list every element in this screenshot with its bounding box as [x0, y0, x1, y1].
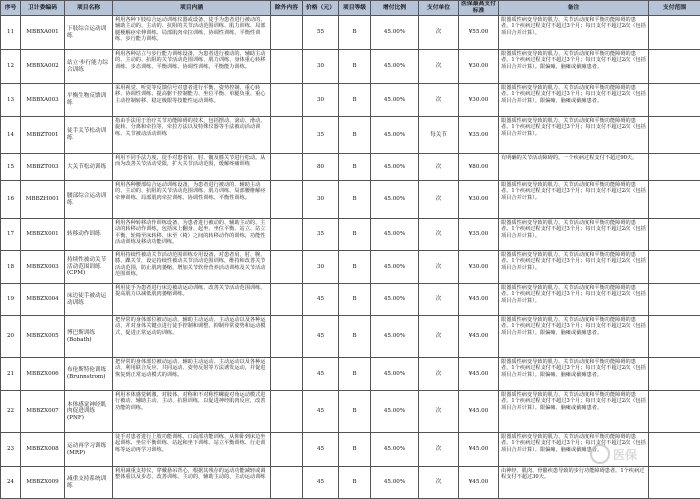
cell-no: 21 [1, 358, 21, 391]
cell-grade: B [339, 154, 371, 181]
cell-scope [649, 50, 700, 84]
cell-grade: B [339, 284, 371, 316]
cell-max-payment: ¥30.00 [459, 251, 499, 284]
cell-exclusion [271, 50, 303, 84]
cell-unit: 次 [419, 391, 459, 433]
cell-content: 利用持续性被动关节活动范围训练专用设备，对患者肩、肘、腕、膝、踝关节，设定持续性被动关节活动范围训练，维持和改善关节活动范围，防止肌肉萎缩，增加关节软骨营养活动训练及关节活动范围训练。 [113, 251, 271, 284]
cell-max-payment: ¥35.00 [459, 117, 499, 154]
cell-content: 把异常的身体部位被动运动、辅助主动运动、主动运动以及各种运动，利用联合反应、共同运动、姿势反射等方法诱发运动，并促进恢复到正常运动模式的训练。 [113, 358, 271, 391]
cell-name: 博巴斯训练(Bobath) [65, 316, 113, 358]
table-row [1, 467, 700, 499]
cell-name: 平衡生物反馈训练 [65, 84, 113, 117]
cell-ratio: 45.00% [371, 84, 419, 117]
cell-price: 45 [303, 358, 339, 391]
table-row [1, 316, 700, 358]
cell-ratio: 45.00% [371, 358, 419, 391]
cell-scope [649, 117, 700, 154]
cell-grade: B [339, 433, 371, 467]
cell-price: 45 [303, 433, 339, 467]
cell-scope [649, 358, 700, 391]
cell-max-payment: ¥45.00 [459, 433, 499, 467]
cell-price: 80 [303, 154, 339, 181]
cell-grade: B [339, 391, 371, 433]
table-row [1, 16, 700, 50]
cell-max-payment: ¥80.00 [459, 154, 499, 181]
cell-ratio: 45.00% [371, 284, 419, 316]
cell-name: 减重支持系统训练 [65, 467, 113, 499]
cell-remarks: 限器质性病变导致的肌力、关节活动度和平衡功能障碍的患者。1个疾病过程支付不超过3个月；每日支付不超过2次（包括项目合并计算）。 [499, 284, 649, 316]
cell-price: 45 [303, 391, 339, 433]
cell-code: MBBZX006 [21, 358, 65, 391]
header-exclusion: 除外内容 [271, 1, 303, 16]
cell-content: 采用视觉、听觉等反馈信号对患者进行平衡、姿势控制、重心转移、协调性训练，提高躯干控制能力、坐位平衡、单腿负重、重心主动控制转移、稳定极限等技能性运动训练。 [113, 84, 271, 117]
cell-scope [649, 181, 700, 219]
table-row [1, 50, 700, 84]
cell-content: 利用各种腰部综合运动训练设备，为患者进行被动的、辅助主动的、主动的、抗阻的关节活动范围训练、肌力训练、局部腰椎解痉牵伸训练、局部肌肉牵拉训练、协调性训练、平衡性训练。 [113, 181, 271, 219]
cell-name: 本体感觉神经肌肉促进训练(PNF) [65, 391, 113, 433]
cell-name: 转移动作训练 [65, 219, 113, 251]
cell-ratio: 45.00% [371, 117, 419, 154]
cell-grade: B [339, 316, 371, 358]
cell-code: MBBZX009 [21, 467, 65, 499]
table-row [1, 84, 700, 117]
cell-price: 45 [303, 284, 339, 316]
cell-content: 把异常的身体部位被动运动、辅助主动运动、主动运动以及各种运动，并对身体关键点进行徒手控制和调整，抑制异常姿势和运动模式，促进正常运动的训练。 [113, 316, 271, 358]
cell-remarks: 由神经、肌肉、骨骼疾患导致的步行功能障碍患者。1个疾病过程支付不超过30天。 [499, 467, 649, 499]
cell-grade: B [339, 50, 371, 84]
cell-remarks: 限器质性病变导致的肌力、关节活动度和平衡功能障碍的患者。1个疾病过程支付不超过3个月；每日支付不超过2次（包括项目合并计算）。 [499, 181, 649, 219]
cell-grade: B [339, 84, 371, 117]
cell-max-payment: ¥30.00 [459, 181, 499, 219]
cell-name: 运动再学习训练(MRP) [65, 433, 113, 467]
cell-name: 徒手关节松动训练 [65, 117, 113, 154]
cell-exclusion [271, 16, 303, 50]
cell-ratio: 45.00% [371, 219, 419, 251]
watermark-logo [590, 440, 694, 468]
cell-code: MBBZX001 [21, 219, 65, 251]
cell-grade: B [339, 117, 371, 154]
cell-code: MBBZX008 [21, 433, 65, 467]
cell-max-payment: ¥45.00 [459, 284, 499, 316]
cell-code: MBBZT003 [21, 154, 65, 181]
cell-name: 床边徒手被动运动训练 [65, 284, 113, 316]
cell-name: 持续性被动关节活动范围训练(CPM) [65, 251, 113, 284]
cell-exclusion [271, 467, 303, 499]
cell-grade: B [339, 219, 371, 251]
cell-ratio: 45.00% [371, 181, 419, 219]
cell-no: 12 [1, 50, 21, 84]
cell-name: 站立·步行能力综合训练 [65, 50, 113, 84]
cell-grade: B [339, 181, 371, 219]
cell-exclusion [271, 84, 303, 117]
table-row [1, 251, 700, 284]
cell-max-payment: ¥45.00 [459, 316, 499, 358]
cell-code: MBBXA001 [21, 16, 65, 50]
cell-no: 11 [1, 16, 21, 50]
table-row [1, 154, 700, 181]
cell-name: 下肢综合运动训练 [65, 16, 113, 50]
cell-unit: 次 [419, 284, 459, 316]
cell-code: MBBZT001 [21, 117, 65, 154]
cell-scope [649, 84, 700, 117]
cell-price: 30 [303, 251, 339, 284]
cell-content: 利用徒手为患者进行床边被动运动训练，改善关节活动范围训练，提高肌力以减低肌肉萎缩训练。 [113, 284, 271, 316]
cell-exclusion [271, 117, 303, 154]
cell-unit: 次 [419, 316, 459, 358]
header-max-payment: 医保最高支付标准 [459, 1, 499, 16]
cell-max-payment: ¥55.00 [459, 16, 499, 50]
cell-ratio: 45.00% [371, 391, 419, 433]
table-header-row [1, 1, 700, 16]
cell-remarks: 限器质性病变导致的肌力、关节活动度和平衡功能障碍的患者。1个疾病过程支付不超过3个月；每日支付不超过2次（包括项目合并计算）。 [499, 219, 649, 251]
cell-remarks: 限器质性病变导致的肌力、关节活动度和平衡功能障碍的患者。1个疾病过程支付不超过3个月；每日支付不超过2次（包括项目合并计算）。限偏瘫、脑瘫或截瘫患者。 [499, 358, 649, 391]
cell-remarks: 限器质性病变导致的肌力、关节活动度和平衡功能障碍的患者。1个疾病过程支付不超过3个月；每日支付不超过2次（包括项目合并计算）。限偏瘫、脑瘫或截瘫患者。 [499, 433, 649, 467]
table-row [1, 284, 700, 316]
cell-content: 利用各种下肢综合运动训练仪器或设备，徒手为患者进行被动的、辅助主动的、主动的、抗阻的关节活动范围训练、肌力训练、局部腿梗解痉牵伸训练、局部肌肉牵拉训练、协调性训练、平衡性训练、步行能力训练。 [113, 16, 271, 50]
table-row [1, 117, 700, 154]
cell-code: MBBZH001 [21, 181, 65, 219]
cell-scope [649, 316, 700, 358]
cell-max-payment: ¥45.00 [459, 358, 499, 391]
cell-unit: 次 [419, 16, 459, 50]
cell-unit: 次 [419, 433, 459, 467]
cell-ratio: 45.00% [371, 251, 419, 284]
cell-name: 大关节松动训练 [65, 154, 113, 181]
cell-unit: 每关节 [419, 117, 459, 154]
cell-exclusion [271, 433, 303, 467]
table-row [1, 391, 700, 433]
cell-unit: 次 [419, 154, 459, 181]
cell-price: 30 [303, 181, 339, 219]
cell-exclusion [271, 284, 303, 316]
header-remarks: 备注 [499, 1, 649, 16]
cell-code: MBBZX004 [21, 284, 65, 316]
cell-code: MBBZX005 [21, 316, 65, 358]
cell-exclusion [271, 251, 303, 284]
cell-price: 30 [303, 84, 339, 117]
cell-code: MBBZX003 [21, 251, 65, 284]
cell-exclusion [271, 316, 303, 358]
cell-no: 16 [1, 181, 21, 219]
cell-price: 35 [303, 117, 339, 154]
cell-remarks: 限器质性病变导致的肌力、关节活动度和平衡功能障碍的患者。1个疾病过程支付不超过3个月；每日支付不超过2次（包括项目合并计算）。 [499, 16, 649, 50]
cell-scope [649, 219, 700, 251]
cell-scope [649, 467, 700, 499]
cell-content: 利用减重支持仪，穿戴悬吊背心，根据其残存的运动功能减轻或调整体重以及步态，改善训练、主动的、辅助主动的、主动运动训练 [113, 467, 271, 499]
cell-max-payment: ¥30.00 [459, 84, 499, 117]
cell-unit: 次 [419, 467, 459, 499]
cell-code: MBBZX007 [21, 391, 65, 433]
cell-no: 22 [1, 391, 21, 433]
cell-price: 35 [303, 219, 339, 251]
cell-unit: 次 [419, 219, 459, 251]
cell-exclusion [271, 358, 303, 391]
cell-unit: 次 [419, 358, 459, 391]
cell-content: 利用各种转移动作训练设备，为患者进行被动的、辅助主动的、主动的转移动作训练，包括床上翻身、起坐、坐位平衡、站立、站立平衡、轮椅至床转移、床至（椅）之间的转移动作的训练，功能性活动训练及移动功能训练。 [113, 219, 271, 251]
cell-remarks: 限器质性病变导致的肌力、关节活动度和平衡功能障碍的患者。1个疾病过程支付不超过3个月；每日支付不超过2次（包括项目合并计算）。限偏瘫、脑瘫或截瘫患者。 [499, 84, 649, 117]
cell-code: MBBXA003 [21, 84, 65, 117]
cell-no: 20 [1, 316, 21, 358]
table-row [1, 358, 700, 391]
cell-max-payment: ¥30.00 [459, 50, 499, 84]
cell-ratio: 45.00% [371, 16, 419, 50]
cell-grade: B [339, 251, 371, 284]
cell-no: 17 [1, 219, 21, 251]
cell-scope [649, 154, 700, 181]
cell-scope [649, 391, 700, 433]
cell-ratio: 45.00% [371, 467, 419, 499]
cell-remarks: 限器质性病变导致的肌力、关节活动度和平衡功能障碍的患者。1个疾病过程支付不超过3个月；每日支付不超过2次（包括项目合并计算）。限偏瘫、脑瘫或截瘫患者。 [499, 391, 649, 433]
cell-no: 14 [1, 117, 21, 154]
cell-grade: B [339, 467, 371, 499]
cell-code: MBBXA002 [21, 50, 65, 84]
header-name: 项目名称 [65, 1, 113, 16]
cell-price: 30 [303, 50, 339, 84]
cell-exclusion [271, 219, 303, 251]
watermark-text: 医保 [613, 446, 637, 463]
cell-no: 13 [1, 84, 21, 117]
cell-name: 腰部综合运动训练 [65, 181, 113, 219]
cell-no: 24 [1, 467, 21, 499]
header-ratio: 增付比例 [371, 1, 419, 16]
table-row [1, 181, 700, 219]
cell-price: 45 [303, 467, 339, 499]
cell-exclusion [271, 154, 303, 181]
cell-content: 利用不同手法力度，徒手对患者肩、肘、髋及膝关节进行松动。从而为改善关节活动受限，扩大关节活动范围，缓解疼痛训练 [113, 154, 271, 181]
cell-max-payment: ¥35.00 [459, 219, 499, 251]
cell-scope [649, 284, 700, 316]
cell-exclusion [271, 181, 303, 219]
header-scope: 支付范围 [649, 1, 700, 16]
header-no: 序号 [1, 1, 21, 16]
cell-max-payment: ¥45.00 [459, 467, 499, 499]
cell-content: 利用本体感觉刺激，对肢体、对称和不对称性螺旋对角运动模式进行被动、辅助主动、主动、抗阻训练，以促进神经肌肉反应，改善功能的训练。 [113, 391, 271, 433]
cell-ratio: 45.00% [371, 154, 419, 181]
cell-scope [649, 251, 700, 284]
header-price: 价格（元） [303, 1, 339, 16]
cell-content: 徒手对患者进行上肢功能训练、口面部功能训练、从仰卧到床边坐起训练、坐位平衡训练、站起和坐下训练、站立平衡训练、行走训练等运动再学习训练。 [113, 433, 271, 467]
cell-grade: B [339, 358, 371, 391]
table-row [1, 219, 700, 251]
cell-name: 布伦斯特伦训练(Brunnstrom) [65, 358, 113, 391]
cell-remarks: 限器质性病变导致的肌力、关节活动度和平衡功能障碍的患者。1个疾病过程支付不超过3个月；每日支付不超过2次（包括项目合并计算）。 [499, 251, 649, 284]
cell-unit: 次 [419, 181, 459, 219]
cell-ratio: 45.00% [371, 433, 419, 467]
cell-unit: 次 [419, 50, 459, 84]
cell-remarks: 限器质性病变导致的肌力、关节活动度和平衡功能障碍的患者。1个疾病过程支付不超过3个月；每日支付不超过2次（包括项目合并计算）。 [499, 117, 649, 154]
cell-content: 指由手法用于治疗关节功能障碍的技术，包括摆动、滚动、滑动、旋转、分离和牵拉等，牵拉方法以及特殊仪器等手法被动活动训练、关节被动活动训练 [113, 117, 271, 154]
header-unit: 支付单位 [419, 1, 459, 16]
cell-remarks: 限器质性病变导致的肌力、关节活动度和平衡功能障碍的患者。1个疾病过程支付不超过3个月；每日支付不超过2次（包括项目合并计算）。限偏瘫、脑瘫或截瘫患者。 [499, 50, 649, 84]
cell-scope [649, 16, 700, 50]
cell-no: 15 [1, 154, 21, 181]
cell-max-payment: ¥45.00 [459, 391, 499, 433]
header-grade: 项目等级 [339, 1, 371, 16]
cell-content: 利用各种站立与步行能力训练设备，为患者进行被动的、辅助主动的、主动的、抗阻的关节活动范围训练、肌力训练、身体重心转移训练、步态训练、平衡训练、协调性训练、平衡能力训练。 [113, 50, 271, 84]
wechat-logo-icon [590, 444, 610, 464]
cell-no: 23 [1, 433, 21, 467]
cell-ratio: 45.00% [371, 316, 419, 358]
cell-no: 18 [1, 251, 21, 284]
cell-price: 55 [303, 16, 339, 50]
header-content: 项目内涵 [113, 1, 271, 16]
cell-no: 19 [1, 284, 21, 316]
cell-exclusion [271, 391, 303, 433]
cell-grade: B [339, 16, 371, 50]
cell-unit: 次 [419, 84, 459, 117]
cell-ratio: 45.00% [371, 50, 419, 84]
cell-remarks: 有明确的关节活动障碍的。一个疾病过程支付不超过90天。 [499, 154, 649, 181]
cell-price: 45 [303, 316, 339, 358]
header-code: 卫计委编码 [21, 1, 65, 16]
cell-remarks: 限器质性病变导致的肌力、关节活动度和平衡功能障碍的患者。1个疾病过程支付不超过3个月；每日支付不超过2次（包括项目合并计算）。限偏瘫、脑瘫或截瘫患者。 [499, 316, 649, 358]
cell-unit: 次 [419, 251, 459, 284]
